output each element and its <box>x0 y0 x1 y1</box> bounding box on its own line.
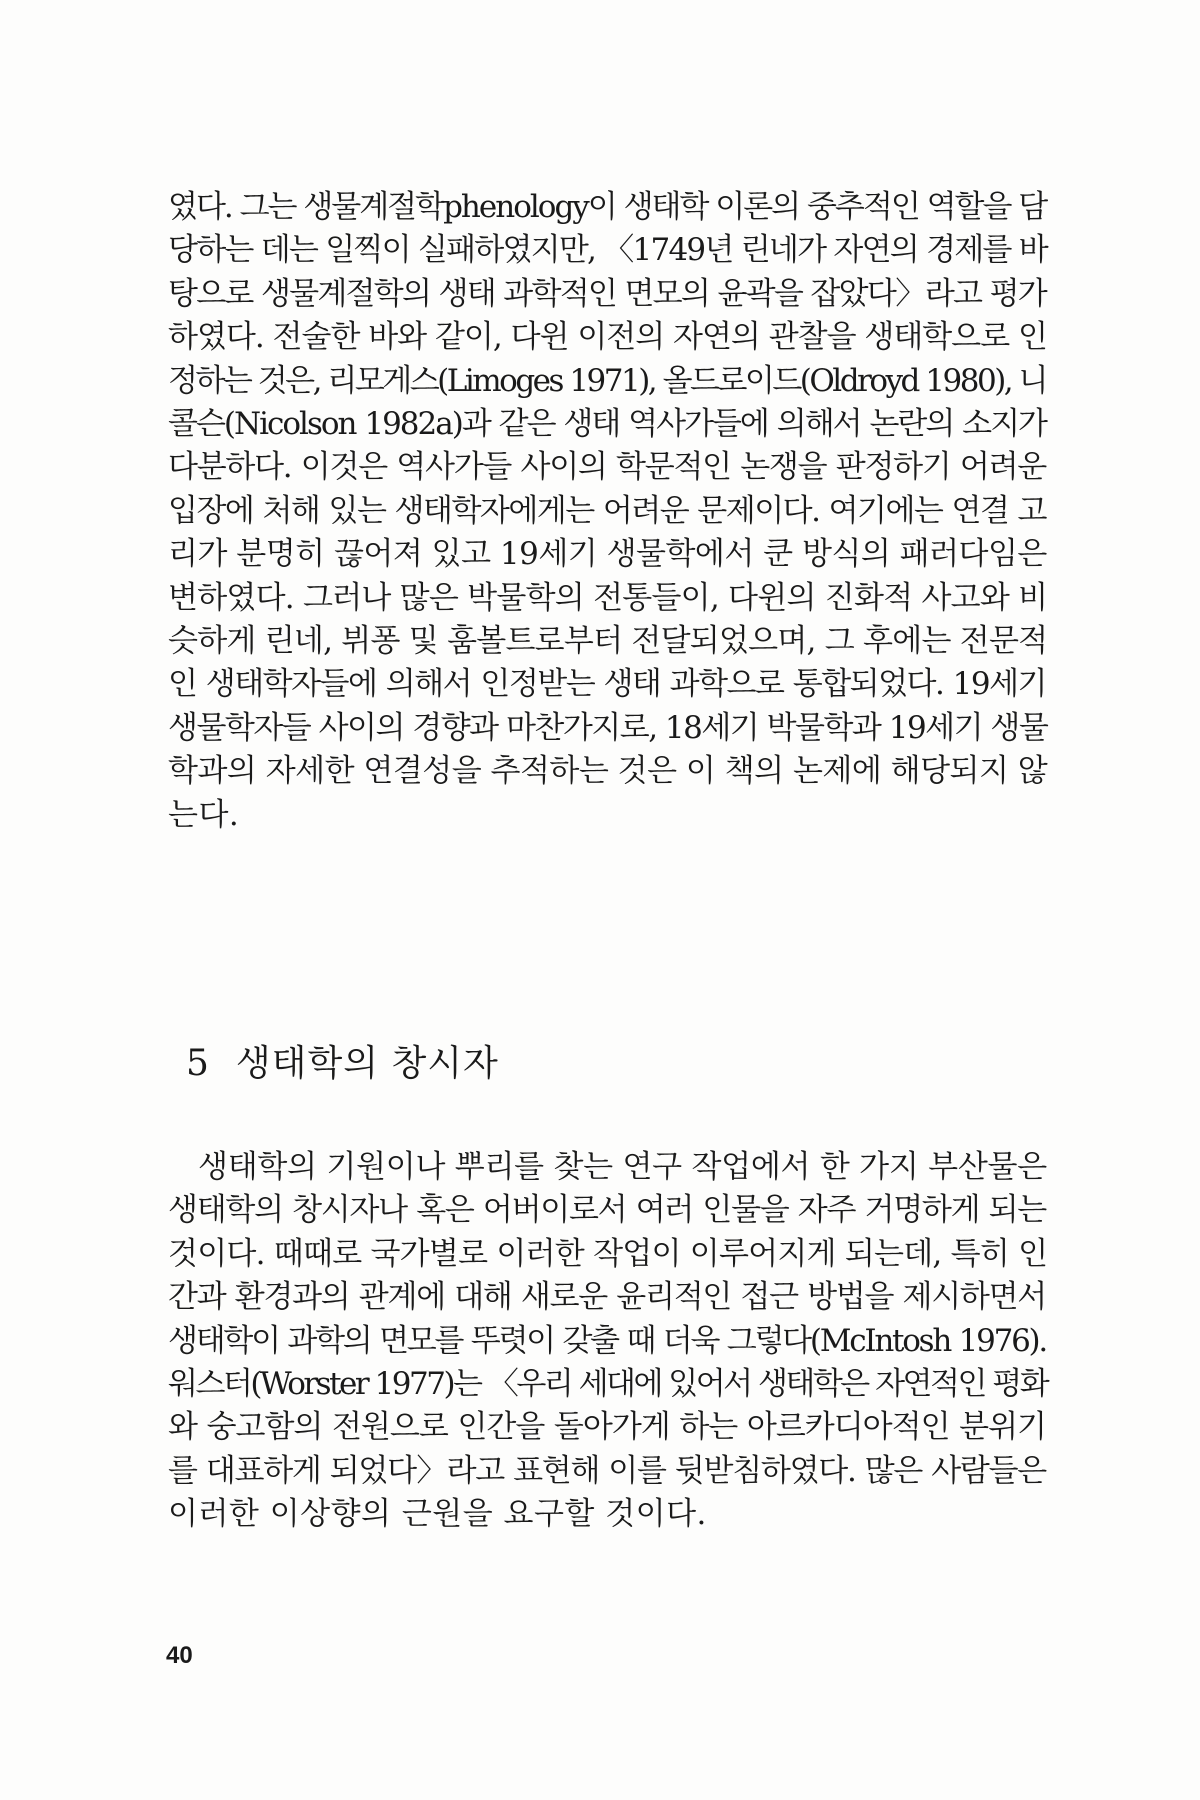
text-line: 이러한 이상향의 근원을 요구할 것이다. <box>168 1496 707 1533</box>
text-line: 와 숭고함의 전원으로 인간을 돌아가게 하는 아르카디아적인 분위기 <box>168 1409 1046 1446</box>
text-line: 생태학의 창시자나 혹은 어버이로서 여러 인물을 자주 거명하게 되는 <box>168 1192 1046 1229</box>
text-line: 생태학이 과학의 면모를 뚜렷이 갖출 때 더욱 그렇다(McIntosh 1976). <box>168 1322 1046 1359</box>
text-line: 생태학의 기원이나 뿌리를 찾는 연구 작업에서 한 가지 부산물은 <box>198 1149 1047 1185</box>
section-title: 생태학의 창시자 <box>235 1043 499 1084</box>
text-line: 변하였다. 그러나 많은 박물학의 전통들이, 다윈의 진화적 사고와 비 <box>168 579 1048 616</box>
body-paragraph-1 <box>168 186 1046 837</box>
page-number: 40 <box>166 1642 193 1669</box>
section-heading <box>186 1035 499 1086</box>
text-line: 생물학자들 사이의 경향과 마찬가지로, 18세기 박물학과 19세기 생물 <box>168 709 1048 746</box>
text-line: 인 생태학자들에 의해서 인정받는 생태 과학으로 통합되었다. 19세기 <box>168 666 1046 703</box>
text-line: 하였다. 전술한 바와 같이, 다윈 이전의 자연의 관찰을 생태학으로 인 <box>168 319 1047 356</box>
text-line: 워스터(Worster 1977)는 〈우리 세대에 있어서 생태학은 자연적인 평화 <box>168 1366 1048 1403</box>
text-line: 탕으로 생물계절학의 생태 과학적인 면모의 윤곽을 잡았다〉라고 평가 <box>168 275 1046 312</box>
body-paragraph-2 <box>168 1146 1046 1537</box>
text-line: 학과의 자세한 연결성을 추적하는 것은 이 책의 논제에 해당되지 않 <box>168 753 1048 790</box>
text-line: 슷하게 린네, 뷔퐁 및 훔볼트로부터 전달되었으며, 그 후에는 전문적 <box>168 623 1048 660</box>
text-line: 는다. <box>168 796 240 833</box>
section-number: 5 <box>186 1043 210 1084</box>
text-line: 다분하다. 이것은 역사가들 사이의 학문적인 논쟁을 판정하기 어려운 <box>168 449 1046 486</box>
text-line: 입장에 처해 있는 생태학자에게는 어려운 문제이다. 여기에는 연결 고 <box>168 492 1046 529</box>
text-line: 리가 분명히 끊어져 있고 19세기 생물학에서 쿤 방식의 패러다임은 <box>168 536 1047 573</box>
text-line: 간과 환경과의 관계에 대해 새로운 윤리적인 접근 방법을 제시하면서 <box>168 1279 1046 1316</box>
text-line: 것이다. 때때로 국가별로 이러한 작업이 이루어지게 되는데, 특히 인 <box>168 1235 1048 1272</box>
text-line: 정하는 것은, 리모게스(Limoges 1971), 올드로이드(Oldroyd 1980), 니 <box>168 362 1046 399</box>
text-line: 를 대표하게 되었다〉라고 표현해 이를 뒷받침하였다. 많은 사람들은 <box>168 1452 1046 1489</box>
text-line: 였다. 그는 생물계절학phenology이 생태학 이론의 중추적인 역할을 담 <box>168 189 1047 225</box>
text-line: 당하는 데는 일찍이 실패하였지만, 〈1749년 린네가 자연의 경제를 바 <box>168 232 1047 269</box>
text-line: 콜슨(Nicolson 1982a)과 같은 생태 역사가들에 의해서 논란의 소지가 <box>168 406 1046 443</box>
